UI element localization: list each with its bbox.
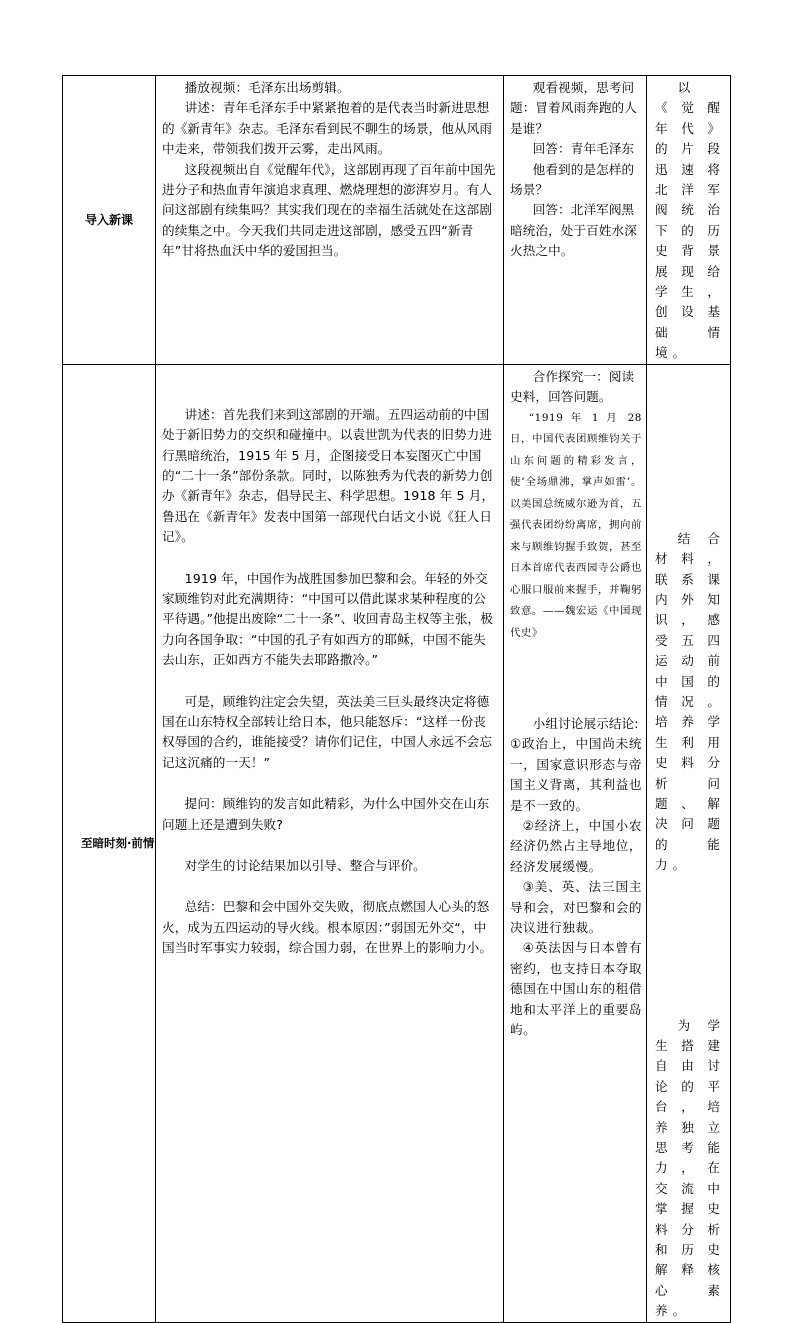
student-para: 回答：青年毛泽东 [532,141,635,157]
spacer [162,835,497,856]
teacher-para: 讲述：青年毛泽东手中紧紧抱着的是代表当时新进思想的《新青年》杂志。毛泽东看到民不聊生的场景，他从风雨中走来，带领我们拨开云雾，走出风雨。 [162,100,493,157]
student-task-heading: 合作探究一：阅读史料，回答问题。 [510,368,635,405]
teacher-activity-intro [156,76,504,365]
spacer [162,876,497,897]
teacher-para: 总结：巴黎和会中国外交失败，彻底点燃国人心头的怒火，成为五四运动的导火线。根本原因：”弱国无外交“，中国当时军事实力较弱，综合国力弱，在世界上的影响力小。 [162,899,493,956]
stage-label-intro: 导入新课 [63,76,156,365]
discussion-point: ④英法因与日本曾有密约，也支持日本夺取德国在中国山东的租借地和太平洋上的重要岛屿。 [510,940,642,1038]
teacher-para: 对学生的讨论结果加以引导、整合与评价。 [184,858,426,873]
discussion-heading: 小组讨论展示结论: [532,716,639,731]
spacer [162,773,497,794]
teacher-para: 提问：顾维钧的发言如此精彩，为什么中国外交在山东问题上还是遭到失败? [162,796,490,832]
spacer [510,644,642,714]
teacher-para: 可是，顾维钧注定会失望，英法美三巨头最终决定将德国在山东特权全部转让给日本，他只能怒斥：“这样一份丧权辱国的合约，谁能接受？请你们记住，中国人永远不会忘记这沉痛的一天！” [162,693,493,770]
teacher-para: 讲述：首先我们来到这部剧的开端。五四运动前的中国处于新旧势力的交织和碰撞中。以袁世凯为代表的旧势力进行黑暗统治，1915 年 5 月，企图接受日本妄图灭亡中国的“二十一条”部份条款。同时，以陈独秀为代表的新势力创办《新青年》杂志，倡导民主、科学思想。1918 年 5 月，鲁迅在《新青年》发表中国第一部现代白话文小说《狂人日记》。 [162,406,495,545]
intent-para: 以《觉醒年代》的片段迅速将北洋军阀统治下的历史背景展现给学生，创设基础情境。 [655,80,725,361]
intent-para: 为学生搭建自由讨论的平台，培养独立思考能力，在交流中掌握史料分析和历史解释核心素养。 [655,1017,725,1319]
spacer [162,367,497,405]
discussion-point: ①政治上，中国尚未统一，国家意识形态与帝国主义背离，其利益也是不一致的。 [510,736,642,813]
table-row-intro [63,76,731,365]
design-intent-intro [647,76,731,365]
teacher-activity-prelude [156,364,504,1322]
teacher-para: 这段视频出自《觉醒年代》，这部剧再现了百年前中国先进分子和热血青年演追求真理、燃烧理想的澎湃岁月。有人问这部剧有续集吗？其实我们现在的幸福生活就处在这部剧的续集之中。今天我们共同走进这部剧，感受五四“新青年”甘将热血沃中华的爱国担当。 [162,161,496,259]
student-para: 回答：北洋军阀黑暗统治，处于百姓水深火热之中。 [510,202,637,259]
student-activity-intro [504,76,647,365]
intent-para: 结合材料，联系课内外知识，感受五四运动前中国的情况。培养学生利用史料分析问题、解决问题的能力。 [655,530,725,873]
discussion-point: ②经济上，中国小农经济仍然占主导地位，经济发展缓慢。 [510,818,642,874]
discussion-point: ③美、英、法三国主导和会，对巴黎和会的决议进行独裁。 [510,879,642,936]
teacher-para: 播放视频：毛泽东出场剪辑。 [184,80,350,95]
student-activity-prelude [504,364,647,1322]
spacer [655,367,725,529]
design-intent-prelude [647,364,731,1322]
student-para: 观看视频，思考问题：冒着风雨奔跑的人是谁？ [510,80,637,136]
spacer [162,548,497,569]
spacer [655,876,725,1016]
teacher-para: 1919 年，中国作为战胜国参加巴黎和会。年轻的外交家顾维钧对此充满期待：“中国可以借此谋求某种程度的公平待遇。”他提出废除“二十一条”、收回青岛主权等主张，极力向各国争取：“中国的孔子有如西方的耶稣，中国不能失去山东，正如西方不能失去耶路撒冷。” [162,570,493,668]
table-row-prelude [63,364,731,1322]
lesson-plan-table [62,75,731,1323]
student-para: 他看到的是怎样的场景？ [510,161,635,198]
spacer [162,671,497,692]
stage-label-prelude: 至暗时刻·前情 [63,364,156,1322]
source-quote: “1919 年 1 月 28 日，中国代表团顾维钧关于山东问题的精彩发言，使‘全场鼎沸，掌声如雷’。以美国总统威尔逊为首，五强代表团纷纷离席，拥向前来与顾维钧握手致贺，甚至日本首席代表西园寺公爵也心服口服前来握手，并鞠躬致意。——魏宏运《中国现代史》 [510,411,642,639]
